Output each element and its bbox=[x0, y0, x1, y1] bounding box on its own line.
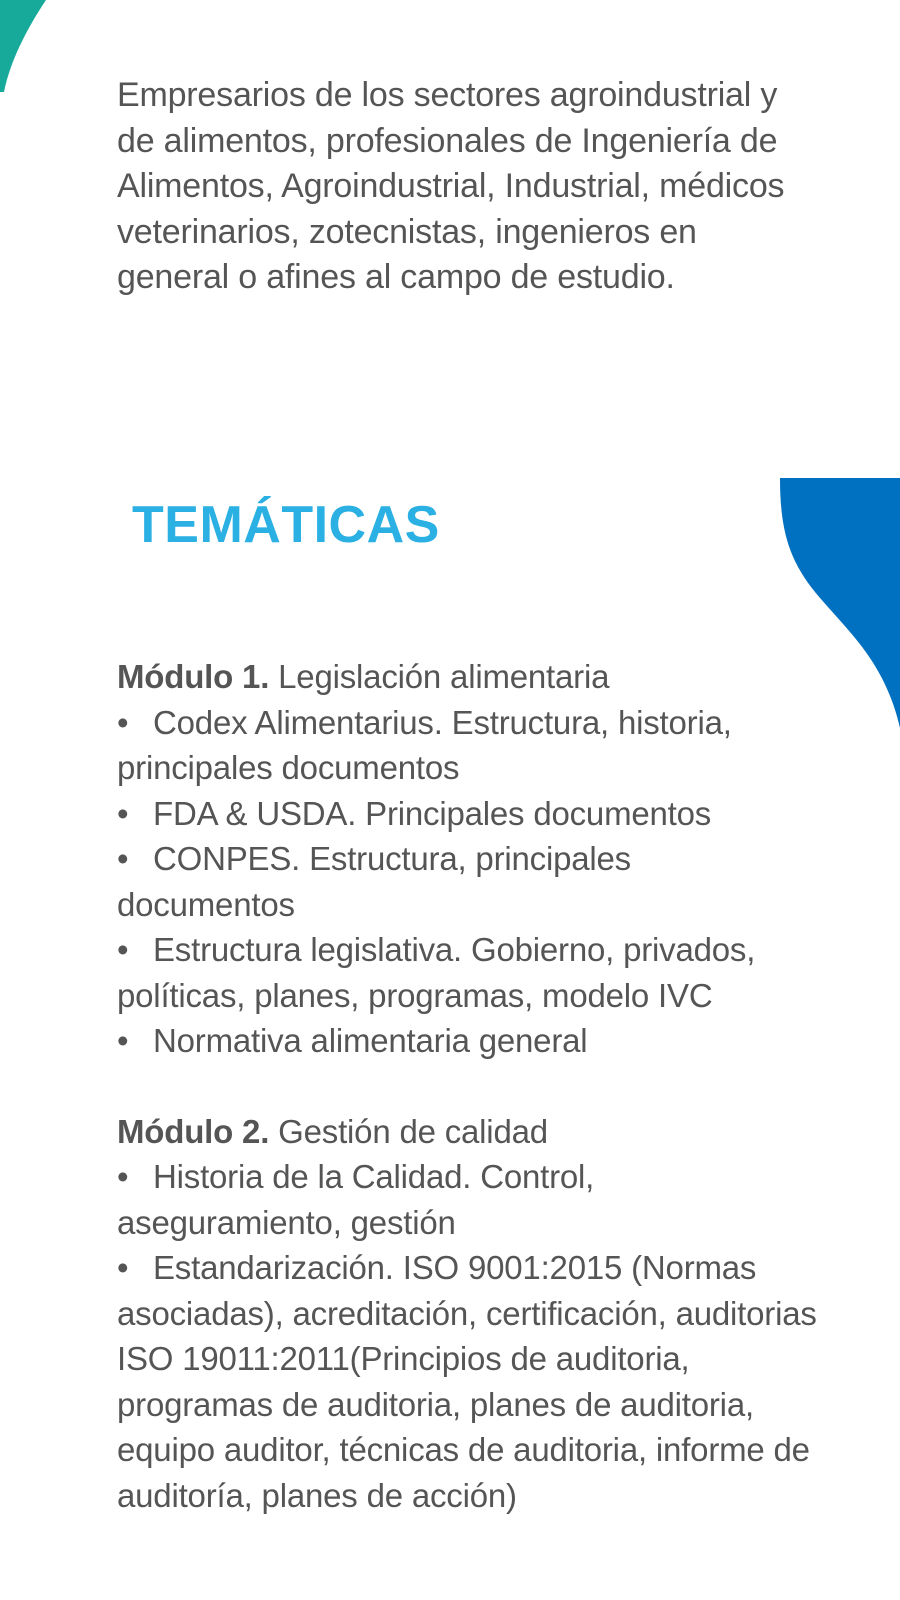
topic-text: CONPES. Estructura, principales documentos bbox=[117, 840, 631, 923]
topic-text: Historia de la Calidad. Control, aseguramiento, gestión bbox=[117, 1158, 595, 1241]
modules-list bbox=[117, 654, 817, 1563]
module-name: Legislación alimentaria bbox=[278, 658, 610, 695]
bullet-icon: • bbox=[117, 794, 129, 832]
topic-text: FDA & USDA. Principales documentos bbox=[153, 794, 712, 832]
bullet-icon: • bbox=[117, 931, 129, 968]
bullet-icon: • bbox=[117, 1158, 129, 1195]
module-1 bbox=[117, 654, 817, 1064]
module-topic bbox=[117, 1154, 817, 1245]
bullet-icon: • bbox=[117, 703, 129, 741]
module-heading bbox=[117, 654, 817, 700]
module-2 bbox=[117, 1109, 817, 1519]
bullet-icon: • bbox=[117, 1022, 129, 1059]
topic-text: Normativa alimentaria general bbox=[153, 1022, 588, 1059]
topic-text: Codex Alimentarius. Estructura, historia, principales documentos bbox=[117, 703, 732, 786]
section-title: TEMÁTICAS bbox=[132, 496, 440, 554]
module-topic bbox=[117, 700, 817, 791]
bullet-icon: • bbox=[117, 1249, 129, 1286]
topic-text: Estandarización. ISO 9001:2015 (Normas asociadas), acreditación, certificación, auditorias ISO 19011:2011(Principios de auditoria, programas de auditoria, planes de auditoria, equipo auditor, técnicas de auditoria, informe de auditoría, planes de acción) bbox=[117, 1249, 817, 1514]
module-topic bbox=[117, 836, 817, 927]
teal-corner-shape bbox=[0, 0, 60, 100]
module-topic bbox=[117, 1245, 817, 1518]
module-topic bbox=[117, 1018, 817, 1064]
module-label: Módulo 1. bbox=[117, 658, 270, 695]
intro-paragraph: Empresarios de los sectores agroindustrial y de alimentos, profesionales de Ingeniería de Alimentos, Agroindustrial, Industrial, médicos veterinarios, zotecnistas, ingenieros en general o afines al campo de estudio. bbox=[117, 76, 785, 296]
module-topic bbox=[117, 927, 817, 1018]
bullet-icon: • bbox=[117, 840, 129, 877]
module-heading bbox=[117, 1109, 817, 1155]
module-topic bbox=[117, 791, 817, 837]
topic-text: Estructura legislativa. Gobierno, privados, políticas, planes, programas, modelo IVC bbox=[117, 931, 756, 1014]
module-label: Módulo 2. bbox=[117, 1112, 270, 1150]
module-name: Gestión de calidad bbox=[278, 1112, 548, 1150]
